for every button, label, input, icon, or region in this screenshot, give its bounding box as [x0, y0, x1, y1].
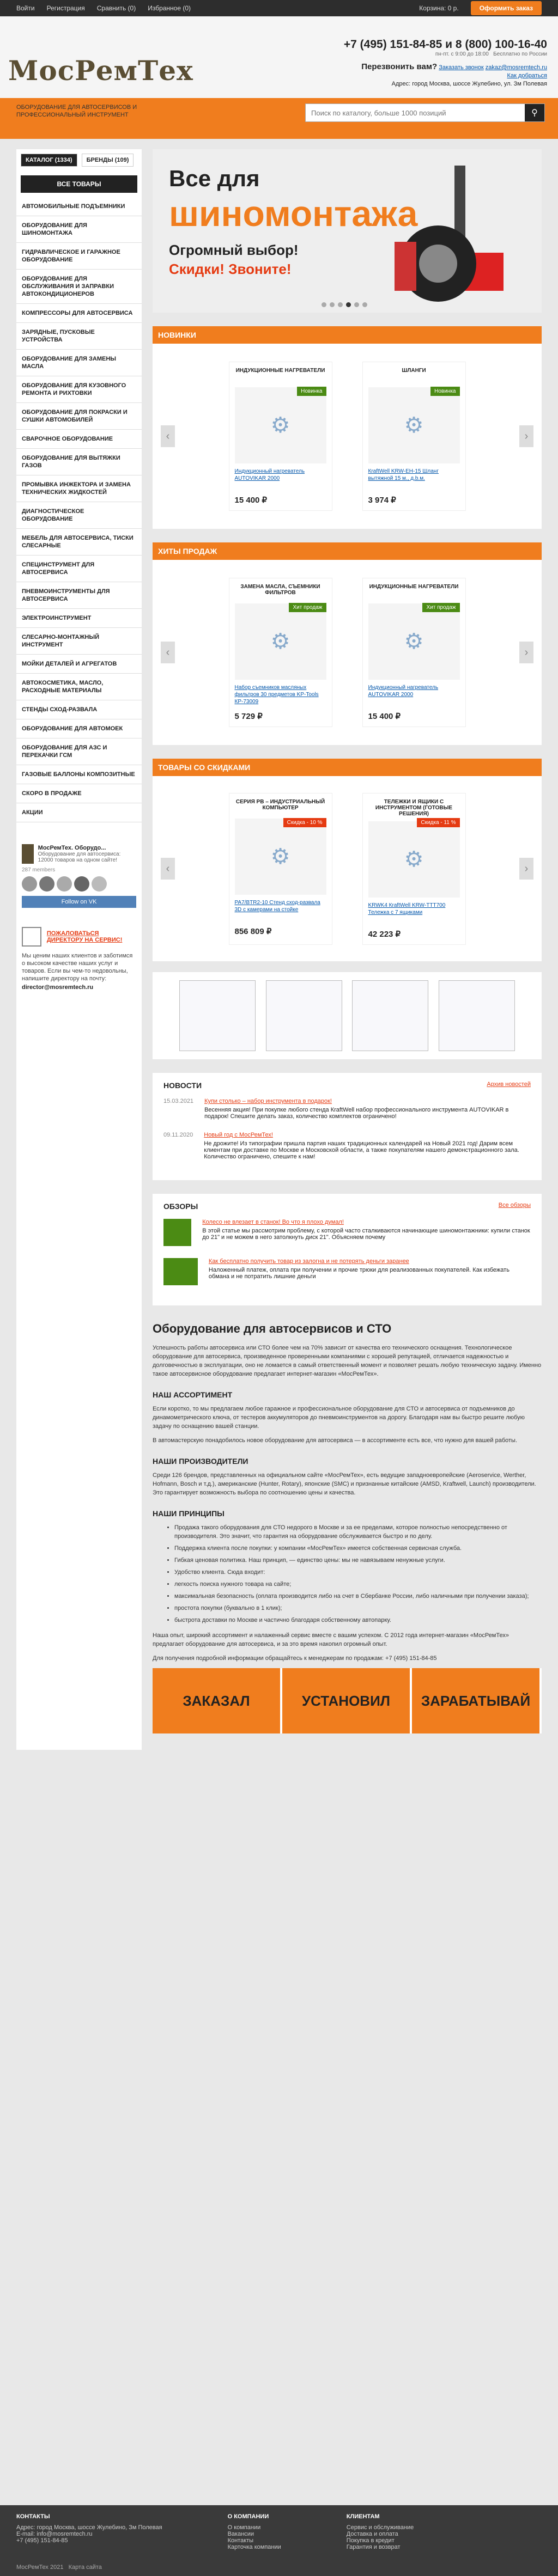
sidebar-category-item[interactable]: ЭЛЕКТРОИНСТРУМЕНТ	[16, 609, 142, 628]
sidebar-category-item[interactable]: ОБОРУДОВАНИЕ ДЛЯ АЗС И ПЕРЕКАЧКИ ГСМ	[16, 738, 142, 765]
principle-item: • максимальная безопасность (оплата производится либо на счет в Сбербанке России, либо наличными при получении заказа);	[174, 1592, 542, 1601]
phones-block: +7 (495) 151-84-85 и 8 (800) 100-16-40 пн-пт. с 9:00 до 18:00 Бесплатно по России	[343, 38, 547, 57]
news-block	[153, 1073, 542, 1180]
product-price: 15 400 ₽	[234, 496, 268, 505]
section-new-title: НОВИНКИ	[153, 326, 542, 344]
sidebar-category-item[interactable]: СКОРО В ПРОДАЖЕ	[16, 784, 142, 803]
search-icon[interactable]: ⚲	[525, 104, 544, 121]
register-link[interactable]: Регистрация	[46, 4, 85, 12]
product-card[interactable]	[362, 362, 466, 511]
cart-link[interactable]: Корзина: 0 р.	[419, 4, 459, 12]
directions-link[interactable]: Как добраться	[507, 72, 547, 79]
principle-item: • быстрота доставки по Москве и частично благодаря собственному автопарку.	[174, 1616, 542, 1625]
banner-line-4: Скидки! Звоните!	[169, 261, 292, 277]
product-card[interactable]	[229, 362, 332, 511]
tab-catalog[interactable]: КАТАЛОГ (1334)	[21, 154, 77, 167]
review-link[interactable]: Колесо не влезает в станок! Во что я плохо думал!	[202, 1219, 344, 1225]
vk-desc: Оборудование для автосервиса: 12000 товаров на одном сайте!	[38, 851, 121, 863]
phone-2[interactable]: 8 (800) 100-16-40	[455, 38, 547, 51]
promo-banner[interactable]	[153, 149, 542, 313]
product-price: 5 729 ₽	[234, 712, 263, 721]
sidebar-category-item[interactable]: ОБОРУДОВАНИЕ ДЛЯ ОБСЛУЖИВАНИЯ И ЗАПРАВКИ АВТОКОНДИЦИОНЕРОВ	[16, 270, 142, 304]
sidebar-category-item[interactable]: АВТОКОСМЕТИКА, МАСЛО, РАСХОДНЫЕ МАТЕРИАЛЫ	[16, 674, 142, 700]
complain-text: Мы ценим наших клиентов и заботимся о высоком качестве наших услуг и товаров. Если вы чем-то недовольны, напишите директору на почту:	[22, 953, 133, 982]
reviews-block	[153, 1194, 542, 1305]
complain-widget	[16, 921, 142, 996]
product-card[interactable]	[229, 578, 332, 727]
product-image[interactable]: ⚙	[368, 603, 460, 680]
sitemap-link[interactable]: Карта сайта	[68, 2564, 102, 2571]
news-link[interactable]: Новый год с МосРемТех!	[204, 1132, 273, 1138]
product-name-link[interactable]: Набор съемников масляных фильтров 30 предметов KP-Tools КР-73009	[234, 685, 319, 705]
product-image[interactable]: ⚙	[368, 387, 460, 463]
favorites-link[interactable]: Избранное (0)	[148, 4, 191, 12]
principle-item: • Гибкая ценовая политика. Наш принцип, — единство цены: мы не навязываем ненужные услуги.	[174, 1556, 542, 1565]
news-title: НОВОСТИ	[163, 1081, 202, 1090]
certificate-image[interactable]	[439, 980, 515, 1051]
certificate-image[interactable]	[266, 980, 342, 1051]
vk-widget	[16, 839, 142, 913]
main-content	[153, 149, 542, 1750]
sidebar-category-item[interactable]: ГАЗОВЫЕ БАЛЛОНЫ КОМПОЗИТНЫЕ	[16, 765, 142, 784]
top-bar	[0, 0, 558, 16]
reviews-all-link[interactable]: Все обзоры	[498, 1202, 531, 1208]
product-badge: Скидка - 11 %	[417, 818, 459, 827]
footer: КОНТАКТЫ Адрес: город Москва, шоссе Жулебино, Зм Полевая E-mail: info@mosremtech.ru +7 (495) 151-84-85 О КОМПАНИИ О компании Вакансии Контакты Карточка компании КЛИЕНТАМ Сервис и обслуживание Доставка и оплата Покупка в кредит Гарантия и возврат МосРемТех 2021 Карта сайта	[0, 2505, 558, 2576]
product-badge: Новинка	[430, 387, 459, 396]
principles-list	[174, 1523, 542, 1625]
sidebar-category-item[interactable]: СЛЕСАРНО-МОНТАЖНЫЙ ИНСТРУМЕНТ	[16, 628, 142, 655]
review-thumb[interactable]	[163, 1258, 198, 1285]
step-install: УСТАНОВИЛ	[282, 1668, 412, 1733]
complain-link[interactable]: ПОЖАЛОВАТЬСЯ ДИРЕКТОРУ НА СЕРВИС!	[46, 930, 123, 943]
product-badge: Хит продаж	[289, 603, 326, 612]
news-item: 09.11.2020 Новый год с МосРемТех! Не дрожите! Из типографии пришла партия наших традиционных календарей на Новый 2021 год! Дарим всем клиентам при доставке по Москве и Московской области, а также покупателям нашего демонстрационного зала. Количество ограничено, спешите к нам!	[163, 1132, 531, 1160]
review-link[interactable]: Как бесплатно получить товар из залогна и не потерять деньги заранее	[208, 1258, 409, 1265]
product-category: СЕРИЯ PB – ИНДУСТРИАЛЬНЫЙ КОМПЬЮТЕР	[235, 798, 325, 811]
certificates	[153, 972, 542, 1059]
review-item: Как бесплатно получить товар из залогна и не потерять деньги заранее Наложенный платеж, оплата при получении и прочие трюки для реализованных покупателей. Как избежать обмана и не потратить лишние деньги	[163, 1258, 531, 1285]
sidebar-category-item[interactable]: ОБОРУДОВАНИЕ ДЛЯ ШИНОМОНТАЖА	[16, 216, 142, 243]
category-list	[16, 197, 142, 822]
sidebar-category-item[interactable]: ДИАГНОСТИЧЕСКОЕ ОБОРУДОВАНИЕ	[16, 502, 142, 529]
product-name-link[interactable]: КraftWell KRW-EH-15 Шланг вытяжной 15 м., д.b.м.	[368, 468, 439, 481]
login-link[interactable]: Войти	[16, 4, 35, 12]
callback-question: Перезвонить вам?	[361, 62, 438, 71]
sidebar-category-item[interactable]: ЗАРЯДНЫЕ, ПУСКОВЫЕ УСТРОЙСТВА	[16, 323, 142, 350]
steps-banner	[153, 1668, 542, 1733]
sidebar-category-item[interactable]: СТЕНДЫ СХОД-РАЗВАЛА	[16, 700, 142, 719]
compare-link[interactable]: Сравнить (0)	[96, 4, 136, 12]
callback-block	[361, 63, 547, 88]
new-products	[153, 344, 542, 529]
search-input[interactable]	[306, 104, 525, 121]
vk-avatar	[22, 844, 34, 864]
next-arrow-icon[interactable]: ›	[519, 425, 533, 447]
vk-member-avatars	[22, 876, 136, 892]
hit-products	[153, 560, 542, 745]
sidebar-category-item[interactable]: ГИДРАВЛИЧЕСКОЕ И ГАРАЖНОЕ ОБОРУДОВАНИЕ	[16, 243, 142, 270]
product-badge: Новинка	[297, 387, 326, 396]
sidebar-category-item[interactable]: ОБОРУДОВАНИЕ ДЛЯ ПОКРАСКИ И СУШКИ АВТОМОБИЛЕЙ	[16, 403, 142, 430]
header	[0, 16, 558, 120]
sidebar	[16, 149, 142, 1750]
sale-products	[153, 776, 542, 961]
checkout-button[interactable]: Оформить заказ	[471, 1, 542, 15]
seo-article: Оборудование для автосервисов и СТО Успешность работы автосервиса или СТО более чем на 70% зависит от качества его технического оснащения. Технологическое оборудование для автосервиса, произведенное проверенными компаниями с хорошей репутацией, отличается надежностью и долговечностью в эксплуатации, оно не ломается в самый ответственный момент и позволяет решать любую техническую задачу. Именно такое автосервисное оборудование предлагает интернет-магазин «МосРемТех». НАШ АССОРТИМЕНТ Если коротко, то мы предлагаем любое гаражное и профессиональное оборудование для СТО и автосервиса от подъемников до динамометрического ключа, от тестеров аккумуляторов до пневмоинструментов на дорогу. Благодаря нам вы быстро решите любую задачу по оснащению вашей станции. В автомастерскую понадобилось новое оборудование для автосервиса — в ассортименте есть все, что нужно для вашей работы. НАШИ ПРОИЗВОДИТЕЛИ Среди 126 брендов, представленных на официальном сайте «МосРемТех», есть ведущие западноевропейские (Aeroservice, Werther, Hofmann, Bosch и т.д.), американские (Hunter, Rotary), японские (SMC) и признанные китайские (AMSD, Kraftwell, Launch) производители. Это гарантирует возможность выбора по соотношению цены и качества. НАШИ ПРИНЦИПЫ • Продажа такого оборудования для СТО недорого в Москве и за ее пределами, которое полностью непосредственно от производителя. Это значит, что гарантия на оборудование обслуживается быстро и по делу. • Поддержка клиента после покупки: у компании «МосРемТех» имеется собственная сервисная служба. • Гибкая ценовая политика. Наш принцип, — единство цены: мы не навязываем ненужные услуги. • Удобство клиента. Сюда входит: • легкость поиска нужного товара на сайте; • максимальная безопасность (оплата производится либо на счет в Сбербанке России, либо наличными при получении заказа); • простота покупки (буквально в 1 клик); • быстрота доставки по Москве и частично благодаря собственному автопарку. Наша опыт, широкий ассортимент и налаженный сервис вместе с вашим успехом. С 2012 года интернет-магазин «МосРемТех» предлагает оборудование для автосервиса, и за это время накопил огромный опыт. Для получения подробной информации обращайтесь к менеджерам по продажам: +7 (495) 151-84-85 ЗАКАЗАЛ УСТАНОВИЛ ЗАРАБАТЫВАЙ	[153, 1305, 542, 1750]
next-arrow-icon[interactable]: ›	[519, 858, 533, 880]
article-title: Оборудование для автосервисов и СТО	[153, 1322, 392, 1335]
step-earn: ЗАРАБАТЫВАЙ	[412, 1668, 542, 1733]
product-category: ИНДУКЦИОННЫЕ НАГРЕВАТЕЛИ	[369, 584, 459, 590]
certificate-image[interactable]	[179, 980, 256, 1051]
sidebar-category-item[interactable]: АКЦИИ	[16, 803, 142, 822]
sidebar-category-item[interactable]: АВТОМОБИЛЬНЫЕ ПОДЪЕМНИКИ	[16, 197, 142, 216]
sidebar-category-item[interactable]: КОМПРЕССОРЫ ДЛЯ АВТОСЕРВИСА	[16, 304, 142, 323]
product-price: 856 809 ₽	[234, 926, 272, 936]
free-call: Бесплатно по России	[493, 51, 547, 57]
sidebar-category-item[interactable]: ОБОРУДОВАНИЕ ДЛЯ КУЗОВНОГО РЕМОНТА И РИХТОВКИ	[16, 376, 142, 403]
product-badge: Хит продаж	[422, 603, 459, 612]
review-item: Колесо не влезает в станок! Во что я плохо думал! В этой статье мы рассмотрим проблему, с которой часто сталкиваются начинающие шиномонтажники: купили станок до 21" и не можем в него затолкнуть диск 21". Объясняем почему	[163, 1219, 531, 1246]
step-order: ЗАКАЗАЛ	[153, 1668, 282, 1733]
all-goods-button[interactable]: ВСЕ ТОВАРЫ	[21, 175, 137, 193]
news-archive-link[interactable]: Архив новостей	[487, 1081, 531, 1088]
sidebar-category-item[interactable]: СПЕЦИНСТРУМЕНТ ДЛЯ АВТОСЕРВИСА	[16, 556, 142, 582]
banner-line-3: Огромный выбор!	[169, 242, 299, 258]
sidebar-category-item[interactable]: СВАРОЧНОЕ ОБОРУДОВАНИЕ	[16, 430, 142, 449]
callback-link[interactable]: Заказать звонок	[439, 64, 484, 71]
vk-members: 287 members	[22, 867, 56, 873]
product-category: ТЕЛЕЖКИ И ЯЩИКИ С ИНСТРУМЕНТОМ (ГОТОВЫЕ РЕШЕНИЯ)	[375, 798, 453, 817]
product-category: ЗАМЕНА МАСЛА, СЪЕМНИКИ ФИЛЬТРОВ	[240, 584, 320, 596]
address: Адрес: город Москва, шоссе Жулебино, ул. Зм Полевая	[391, 81, 547, 87]
tire-changer-image	[378, 160, 520, 307]
vk-name[interactable]: МосРемТех. Оборудо...	[38, 845, 106, 851]
product-image[interactable]: ⚙	[235, 387, 326, 463]
phone-1[interactable]: +7 (495) 151-84-85	[343, 38, 442, 51]
product-image[interactable]: ⚙	[235, 819, 326, 895]
news-link[interactable]: Купи столько – набор инструмента в подарок!	[204, 1098, 332, 1104]
sidebar-category-item[interactable]: ПНЕВМОИНСТРУМЕНТЫ ДЛЯ АВТОСЕРВИСА	[16, 582, 142, 609]
envelope-icon	[22, 927, 41, 947]
product-price: 42 223 ₽	[368, 929, 401, 939]
prev-arrow-icon[interactable]: ‹	[161, 858, 175, 880]
sidebar-category-item[interactable]: ОБОРУДОВАНИЕ ДЛЯ ВЫТЯЖКИ ГАЗОВ	[16, 449, 142, 475]
sidebar-category-item[interactable]: ОБОРУДОВАНИЕ ДЛЯ АВТОМОЕК	[16, 719, 142, 738]
copyright: МосРемТех 2021	[16, 2564, 64, 2571]
product-card[interactable]	[229, 793, 332, 945]
next-arrow-icon[interactable]: ›	[519, 642, 533, 663]
principle-item: • Удобство клиента. Сюда входит:	[174, 1568, 542, 1577]
search-bar	[305, 103, 545, 122]
product-price: 15 400 ₽	[368, 712, 401, 721]
section-sale-title: ТОВАРЫ СО СКИДКАМИ	[153, 759, 542, 776]
logo-subtitle: ОБОРУДОВАНИЕ ДЛЯ АВТОСЕРВИСОВ И ПРОФЕССИОНАЛЬНЫЙ ИНСТРУМЕНТ	[16, 104, 137, 118]
principle-item: • легкость поиска нужного товара на сайте;	[174, 1580, 542, 1589]
product-image[interactable]: ⚙	[235, 603, 326, 680]
news-item: 15.03.2021 Купи столько – набор инструмента в подарок! Весенняя акция! При покупке любого стенда КraftWell набор профессионального инструмента AUTOVIKAR в подарок! Спешите делать заказ, количество комплектов ограничено!	[163, 1098, 531, 1120]
section-hits-title: ХИТЫ ПРОДАЖ	[153, 542, 542, 560]
prev-arrow-icon[interactable]: ‹	[161, 425, 175, 447]
principle-item: • Поддержка клиента после покупки: у компании «МосРемТех» имеется собственная сервисная служба.	[174, 1544, 542, 1553]
review-thumb[interactable]	[163, 1219, 191, 1246]
hours: пн-пт. с 9:00 до 18:00	[435, 51, 489, 57]
product-card[interactable]	[362, 578, 466, 727]
sidebar-category-item[interactable]: ОБОРУДОВАНИЕ ДЛЯ ЗАМЕНЫ МАСЛА	[16, 350, 142, 376]
certificate-image[interactable]	[352, 980, 428, 1051]
product-category: ШЛАНГИ	[402, 368, 426, 374]
prev-arrow-icon[interactable]: ‹	[161, 642, 175, 663]
product-name-link[interactable]: KRWK4 КraftWell KRW-TTT700 Тележка с 7 ящиками	[368, 902, 446, 915]
email-link[interactable]: zakaz@mosremtech.ru	[485, 64, 547, 71]
product-name-link[interactable]: PA7/BTR2-10 Стенд сход-развала 3D с камерами на стойке	[234, 899, 320, 913]
sidebar-category-item[interactable]: ПРОМЫВКА ИНЖЕКТОРА И ЗАМЕНА ТЕХНИЧЕСКИХ ЖИДКОСТЕЙ	[16, 475, 142, 502]
logo[interactable]: МосРемТех	[8, 54, 193, 87]
product-name-link[interactable]: Индукционный нагреватель AUTOVIKAR 2000	[368, 685, 439, 698]
vk-follow-button[interactable]: Follow on VK	[22, 896, 136, 908]
banner-line-2: шиномонтажа	[169, 193, 418, 234]
principle-item: • простота покупки (буквально в 1 клик);	[174, 1604, 542, 1613]
product-price: 3 974 ₽	[368, 496, 396, 505]
director-email[interactable]: director@mosremtech.ru	[22, 984, 94, 991]
principle-item: • Продажа такого оборудования для СТО недорого в Москве и за ее пределами, которое полностью непосредственно от производителя. Это значит, что гарантия на оборудование обслуживается быстро и по делу.	[174, 1523, 542, 1541]
sidebar-category-item[interactable]: МЕБЕЛЬ ДЛЯ АВТОСЕРВИСА, ТИСКИ СЛЕСАРНЫЕ	[16, 529, 142, 556]
reviews-title: ОБЗОРЫ	[163, 1202, 198, 1211]
product-category: ИНДУКЦИОННЫЕ НАГРЕВАТЕЛИ	[235, 368, 325, 374]
banner-line-1: Все для	[169, 166, 260, 191]
product-badge: Скидка - 10 %	[283, 818, 326, 827]
tab-brands[interactable]: БРЕНДЫ (109)	[82, 154, 134, 167]
product-card[interactable]	[362, 793, 466, 945]
product-image[interactable]: ⚙	[368, 821, 460, 898]
product-name-link[interactable]: Индукционный нагреватель AUTOVIKAR 2000	[234, 468, 305, 481]
banner-dots	[322, 302, 367, 307]
sidebar-category-item[interactable]: МОЙКИ ДЕТАЛЕЙ И АГРЕГАТОВ	[16, 655, 142, 674]
